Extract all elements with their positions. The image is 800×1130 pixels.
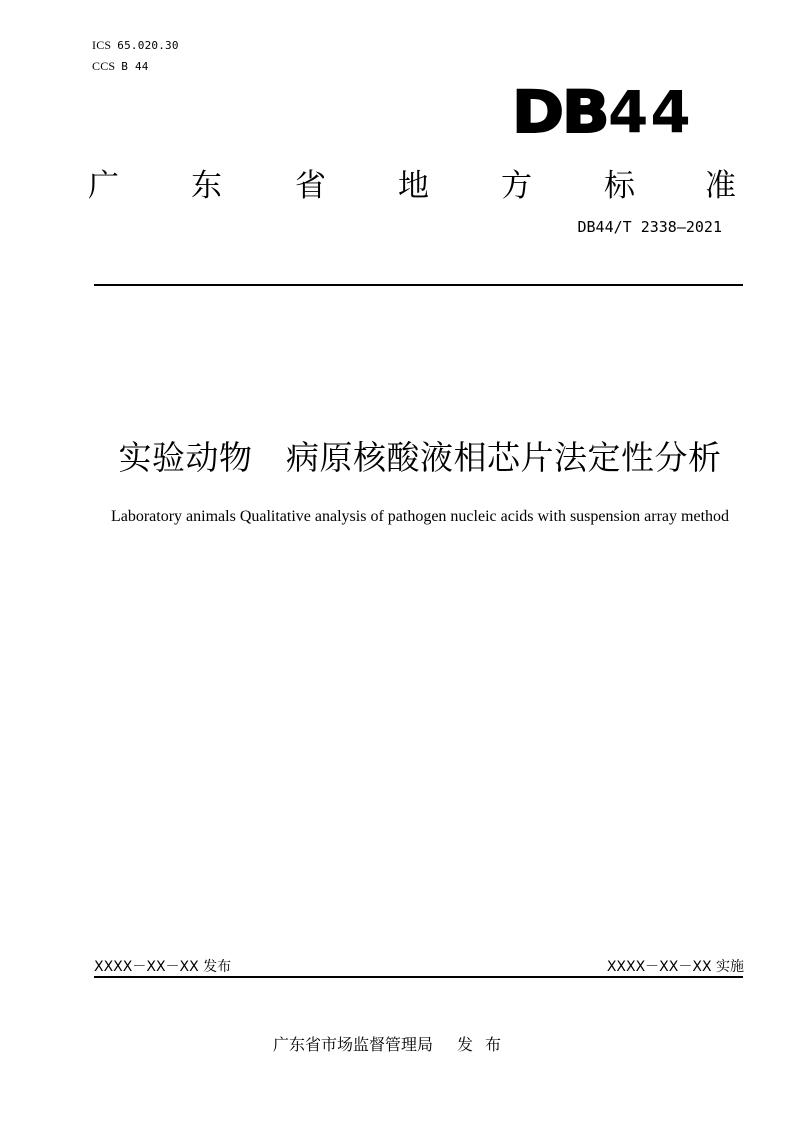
standard-type-char: 方 xyxy=(501,168,532,204)
document-title-chinese: 实验动物 病原核酸液相芯片法定性分析 xyxy=(118,438,722,477)
publish-date: XXXX－XX－XX 发布 xyxy=(94,959,232,975)
standard-type-title xyxy=(88,160,738,210)
standard-type-char: 准 xyxy=(705,168,736,204)
ics-code: 65.020.30 xyxy=(117,39,179,52)
standard-number: DB44/T 2338—2021 xyxy=(577,218,722,236)
db-logo-number: 44 xyxy=(608,78,693,146)
standard-type-char: 省 xyxy=(295,168,326,204)
ccs-label: CCS xyxy=(92,59,116,73)
db44-logo xyxy=(500,78,700,154)
ics-line xyxy=(92,38,179,53)
standard-type-char: 标 xyxy=(604,168,635,204)
issuer-name: 广东省市场监督管理局 xyxy=(273,1035,434,1054)
issuer-line xyxy=(273,1032,513,1055)
standard-type-char: 地 xyxy=(398,168,429,204)
document-title-english: Laboratory animals Qualitative analysis of pathogen nucleic acids with suspension array method xyxy=(110,508,730,525)
ccs-line xyxy=(92,59,149,74)
ics-label: ICS xyxy=(92,38,112,52)
issuer-action: 发布 xyxy=(457,1035,514,1054)
standard-type-char: 广 xyxy=(88,168,119,204)
ccs-code: B 44 xyxy=(121,60,149,73)
db-logo-letters: DB xyxy=(512,78,608,146)
standard-type-char: 东 xyxy=(191,168,222,204)
bottom-divider xyxy=(94,976,743,978)
top-divider xyxy=(94,284,743,286)
implement-date: XXXX－XX－XX 实施 xyxy=(606,959,744,975)
